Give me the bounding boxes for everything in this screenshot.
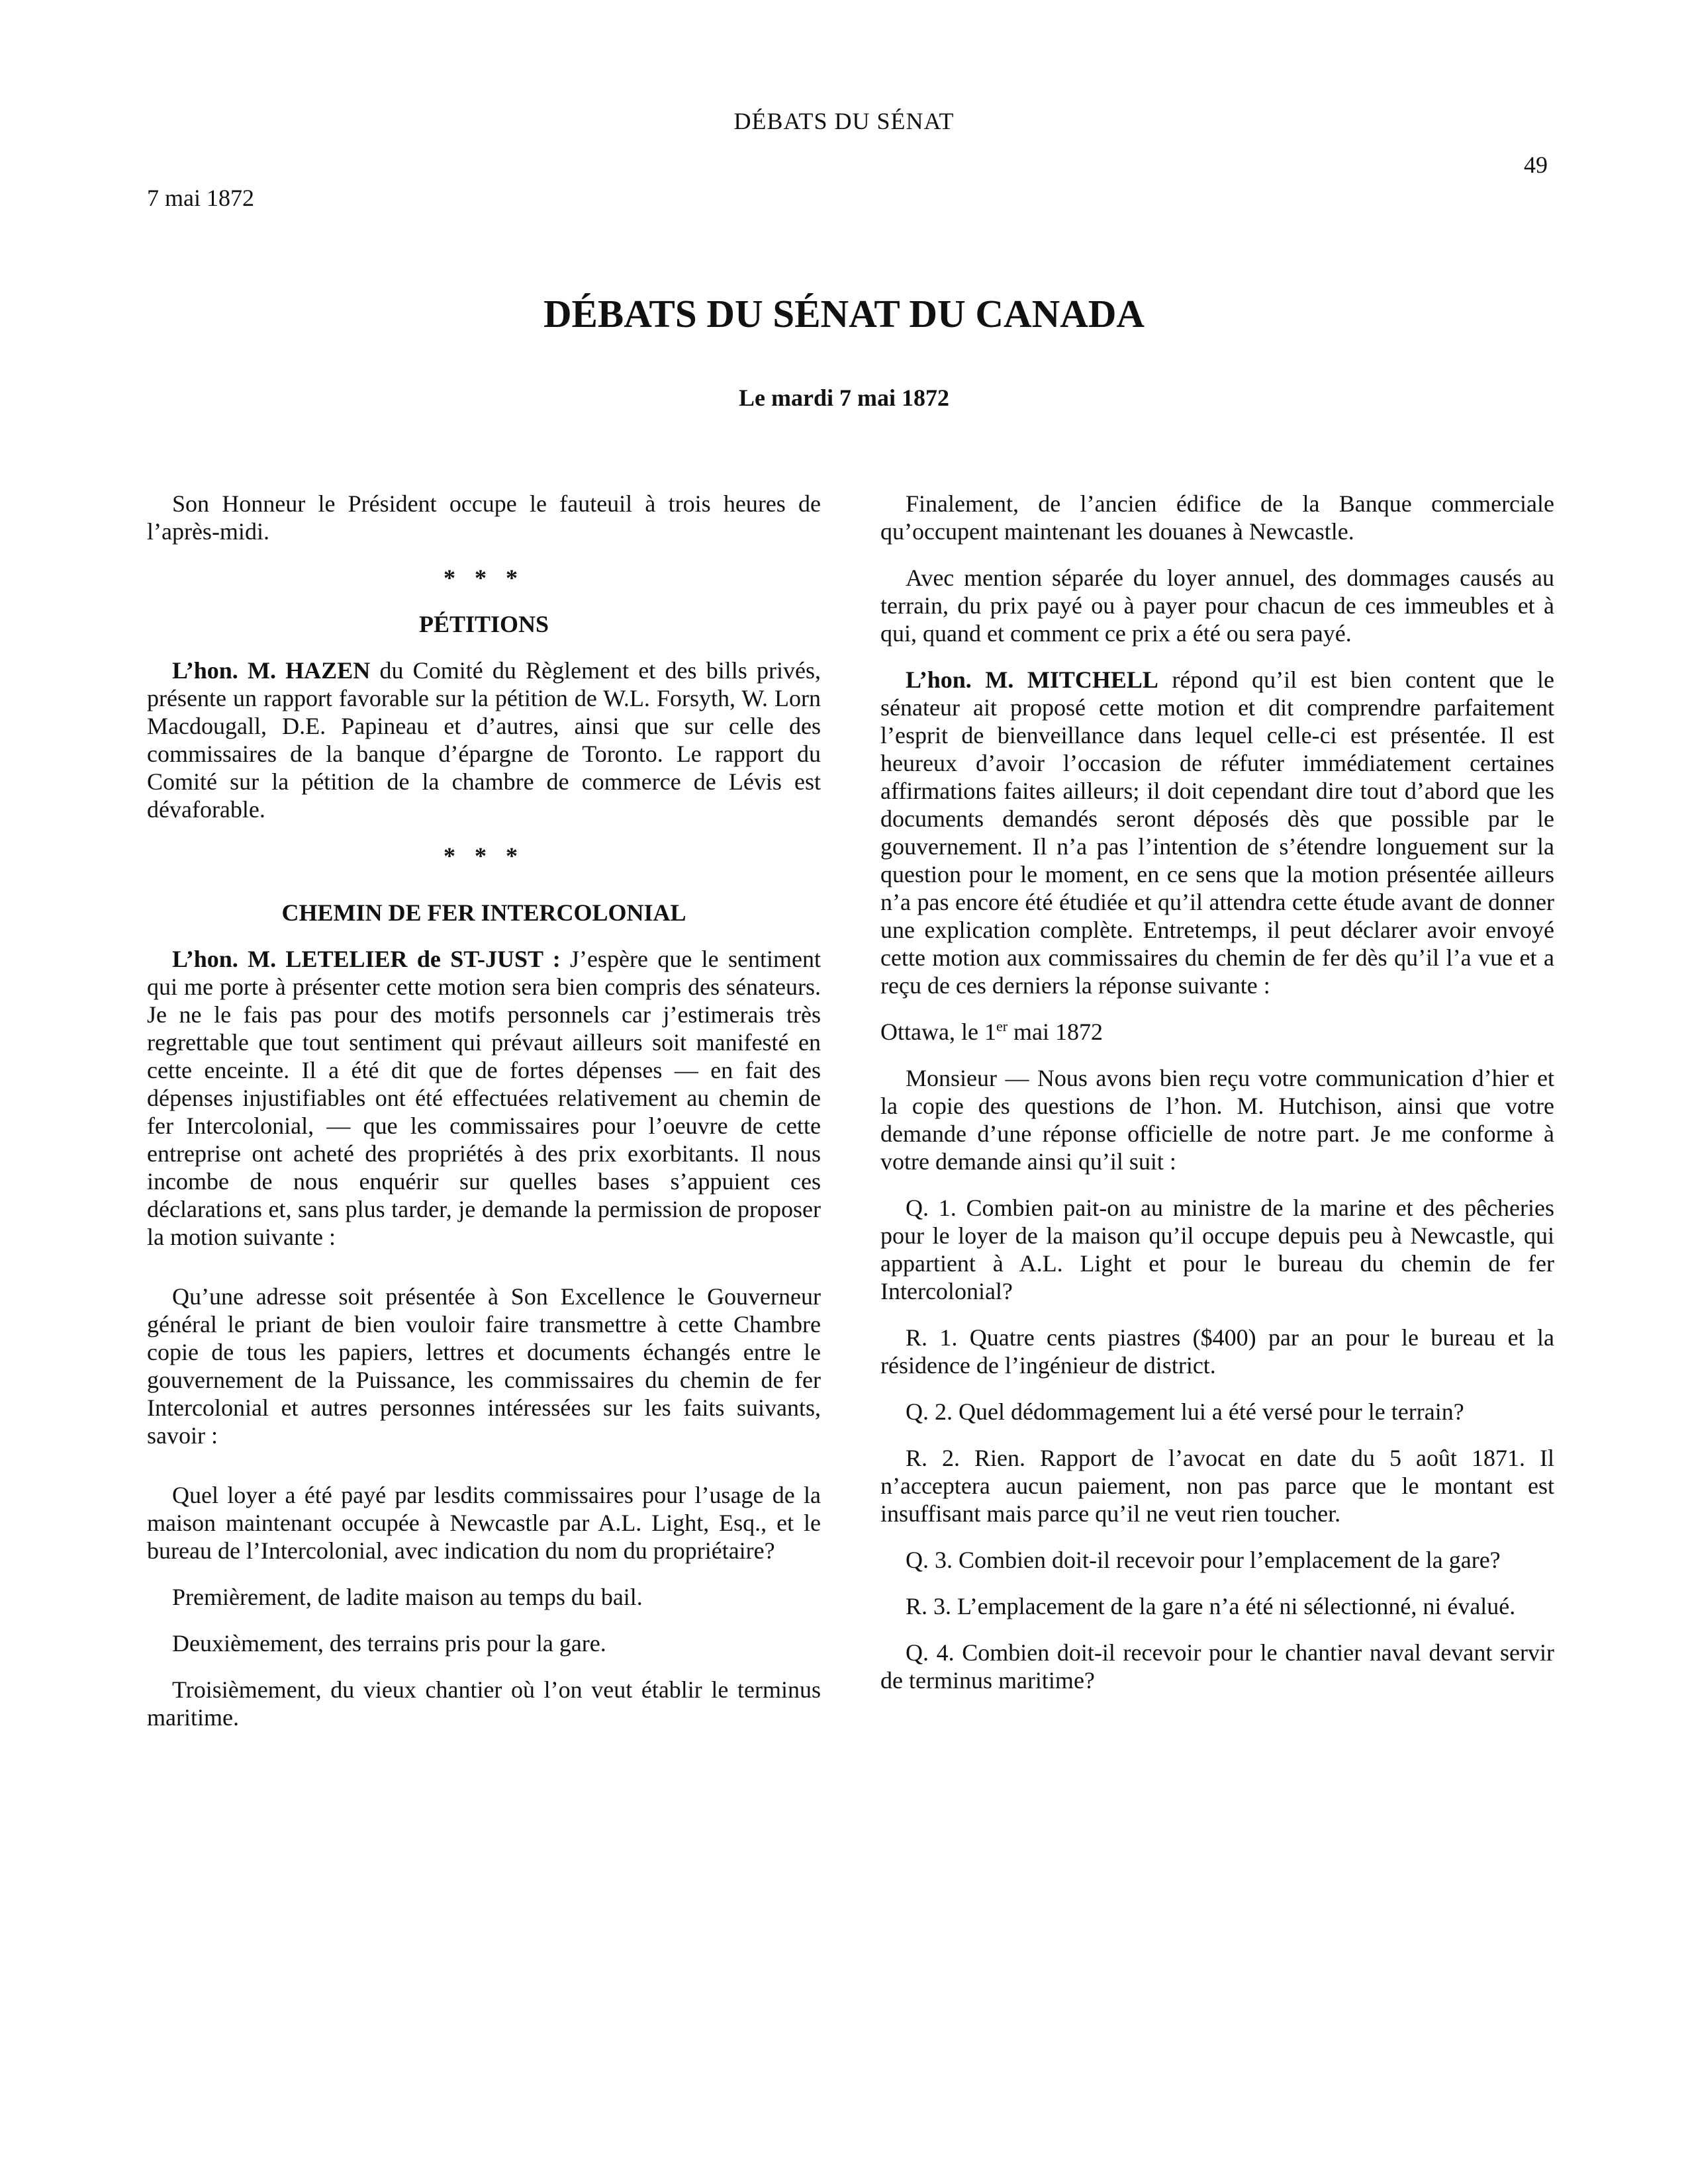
right-column xyxy=(880,490,1554,1713)
section-separator: * * * xyxy=(444,565,524,591)
left-column xyxy=(147,490,821,1750)
question-3: Q. 3. Combien doit-il recevoir pour l’emplacement de la gare? xyxy=(906,1547,1501,1573)
first-item: Premièrement, de ladite maison au temps du bail. xyxy=(172,1584,643,1610)
sitting-date: Le mardi 7 mai 1872 xyxy=(739,385,949,411)
question-2: Q. 2. Quel dédommagement lui a été versé pour le terrain? xyxy=(906,1398,1464,1425)
rent-question-paragraph: Quel loyer a été payé par lesdits commissaires pour l’usage de la maison maintenant occupée à Newcastle par A.L. Light, Esq., et le bureau de l’Intercolonial, avec indication du nom du propriétaire? xyxy=(147,1482,821,1564)
mitchell-paragraph xyxy=(880,666,1554,999)
answer-1: R. 1. Quatre cents piastres ($400) par an pour le bureau et la résidence de l’ingénieur de district. xyxy=(880,1324,1554,1379)
question-1: Q. 1. Combien pait-on au ministre de la marine et des pêcheries pour le loyer de la maison qu’il occupe depuis peu à Newcastle, qui appartient à A.L. Light et pour le bureau du chemin de fer Intercolonial? xyxy=(880,1195,1554,1304)
page-number: 49 xyxy=(1524,152,1548,178)
opening-paragraph: Son Honneur le Président occupe le fauteuil à trois heures de l’après-midi. xyxy=(147,490,821,545)
mention-paragraph: Avec mention séparée du loyer annuel, des dommages causés au terrain, du prix payé ou à payer pour chacun de ces immeubles et à qui, quand et comment ce prix a été ou sera payé. xyxy=(880,565,1554,647)
answer-3: R. 3. L’emplacement de la gare n’a été ni sélectionné, ni évalué. xyxy=(906,1593,1516,1619)
speech-text: du Comité du Règlement et des bills privés, présente un rapport favorable sur la pétition de W.L. Forsyth, W. Lorn Macdougall, D.E. Papineau et d’autres, ainsi que sur celle des commissaires de la banque d’épargne de Toronto. Le rapport du Comité sur la pétition de la chambre de commerce de Lévis est dévaforable. xyxy=(147,657,821,823)
running-head: DÉBATS DU SÉNAT xyxy=(733,108,955,134)
speech-text: répond qu’il est bien content que le sénateur ait proposé cette motion et dit comprendre parfaitement l’esprit de bienveillance dans lequel celle-ci est présentée. Il est heureux d’avoir l’occasion de réfuter immédiatement certaines affirmations faites ailleurs; il doit cependant dire tout d’abord que les documents demandés seront déposés dès que possible par le gouvernement. Il n’a pas l’intention de s’étendre longuement sur la question pour le moment, en ce sens que la motion présentée ailleurs n’a pas encore été étudiée et qu’il attendra cette étude avant de donner une explication complète. Entretemps, il peut déclarer avoir envoyé cette motion aux commissaires du chemin de fer dès qu’il l’a vue et a reçu de ces derniers la réponse suivante : xyxy=(880,666,1554,999)
heading-intercolonial-railway: CHEMIN DE FER INTERCOLONIAL xyxy=(281,899,686,926)
answer-2: R. 2. Rien. Rapport de l’avocat en date du 5 août 1871. Il n’acceptera aucun paiement, non pas parce que le montant est insuffisant mais parce qu’il ne veut rien toucher. xyxy=(880,1445,1554,1527)
motion-paragraph: Qu’une adresse soit présentée à Son Excellence le Gouverneur général le priant de bien vouloir faire transmettre à cette Chambre copie de tous les papiers, lettres et documents échangés entre le gouvernement de la Puissance, les commissaires du chemin de fer Intercolonial et autres personnes intéressées sur les faits suivants, savoir : xyxy=(147,1283,821,1449)
letter-dateline: Ottawa, le 1er mai 1872 xyxy=(880,1018,1103,1045)
speaker-name: L’hon. M. MITCHELL xyxy=(906,666,1158,693)
hazen-paragraph xyxy=(147,657,821,823)
letter-body: Monsieur — Nous avons bien reçu votre communication d’hier et la copie des questions de l’hon. M. Hutchison, ainsi que votre demande d’une réponse officielle de notre part. Je me conforme à votre demande ainsi qu’il suit : xyxy=(880,1065,1554,1175)
finally-item: Finalement, de l’ancien édifice de la Banque commerciale qu’occupent maintenant les douanes à Newcastle. xyxy=(880,490,1554,545)
heading-petitions: PÉTITIONS xyxy=(418,611,549,637)
letellier-paragraph xyxy=(147,945,821,1251)
speech-text: J’espère que le sentiment qui me porte à présenter cette motion sera bien compris des sénateurs. Je ne le fais pas pour des motifs personnels car j’estimerais très regrettable que tout sentiment qui prévaut ailleurs soit manifesté en cette enceinte. Il a été dit que de fortes dépenses — en fait des dépenses injustifiables ont été effectuées relativement au chemin de fer Intercolonial, — que les commissaires pour l’oeuvre de cette entreprise ont acheté des propriétés à des prix exorbitants. Il nous incombe de nous enquérir sur quelles bases s’appuient ces déclarations et, sans plus tarder, je demande la permission de proposer la motion suivante : xyxy=(147,946,821,1250)
speaker-name: L’hon. M. LETELIER de ST-JUST : xyxy=(172,946,561,972)
third-item: Troisièmement, du vieux chantier où l’on veut établir le terminus maritime. xyxy=(147,1676,821,1731)
question-4: Q. 4. Combien doit-il recevoir pour le chantier naval devant servir de terminus maritime? xyxy=(880,1639,1554,1694)
page-date: 7 mai 1872 xyxy=(147,185,254,211)
section-separator: * * * xyxy=(444,842,524,869)
document-title: DÉBATS DU SÉNAT DU CANADA xyxy=(543,292,1145,336)
second-item: Deuxièmement, des terrains pris pour la gare. xyxy=(172,1630,606,1657)
speaker-name: L’hon. M. HAZEN xyxy=(172,657,371,684)
